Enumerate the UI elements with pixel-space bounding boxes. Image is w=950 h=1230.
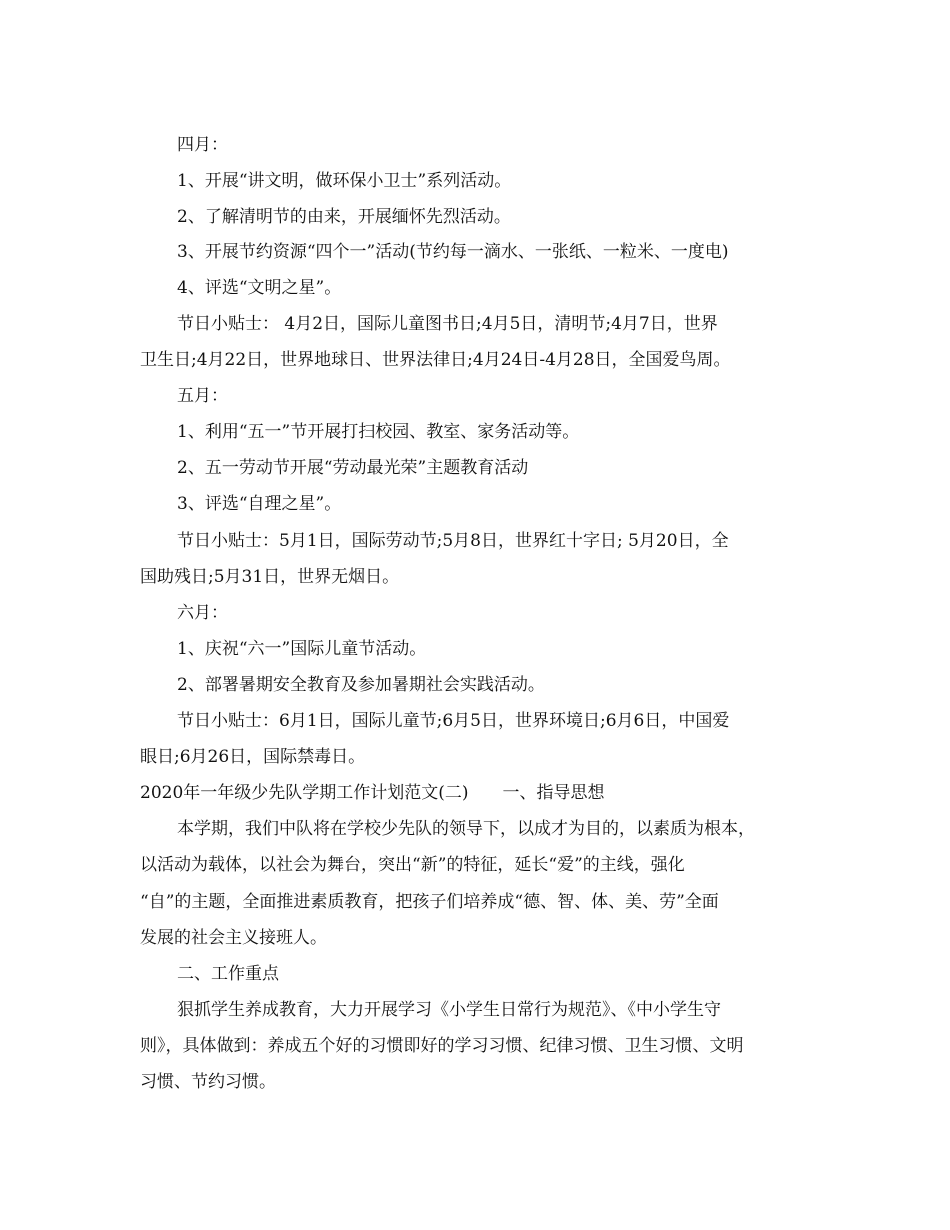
guideline-paragraph-line-2: 以活动为载体，以社会为舞台，突出“新”的特征，延长“爱”的主线，强化 xyxy=(140,855,685,875)
heading-june: 六月： xyxy=(177,603,228,623)
focus-paragraph-line-3: 习惯、节约习惯。 xyxy=(140,1072,276,1092)
april-tips-line-1: 节日小贴士： 4月2日，国际儿童图书日;4月5日，清明节;4月7日，世界 xyxy=(177,314,718,334)
focus-paragraph-line-1: 狠抓学生养成教育，大力开展学习《小学生日常行为规范》、《中小学生守 xyxy=(177,1000,721,1020)
april-item-2: 2、了解清明节的由来，开展缅怀先烈活动。 xyxy=(177,207,511,227)
may-tips-line-2: 国助残日;5月31日，世界无烟日。 xyxy=(140,567,400,587)
section-title: 2020年一年级少先队学期工作计划范文(二) 一、指导思想 xyxy=(140,783,605,803)
may-item-1: 1、利用“五一”节开展打扫校园、教室、家务活动等。 xyxy=(177,422,580,442)
june-item-2: 2、部署暑期安全教育及参加暑期社会实践活动。 xyxy=(177,675,545,695)
june-tips-line-1: 节日小贴士：6月1日，国际儿童节;6月5日，世界环境日;6月6日，中国爱 xyxy=(177,711,730,731)
june-tips-line-2: 眼日;6月26日，国际禁毒日。 xyxy=(140,747,366,767)
april-item-1: 1、开展“讲文明，做环保小卫士”系列活动。 xyxy=(177,171,512,191)
june-item-1: 1、庆祝“六一”国际儿童节活动。 xyxy=(177,639,427,659)
april-item-4: 4、评选“文明之星”。 xyxy=(177,278,342,298)
may-item-2: 2、五一劳动节开展“劳动最光荣”主题教育活动 xyxy=(177,458,529,478)
focus-paragraph-line-2: 则》，具体做到：养成五个好的习惯即好的学习习惯、纪律习惯、卫生习惯、文明 xyxy=(140,1036,744,1056)
heading-april: 四月： xyxy=(177,135,228,155)
april-item-3: 3、开展节约资源“四个一”活动(节约每一滴水、一张纸、一粒米、一度电) xyxy=(177,242,729,262)
heading-work-focus: 二、工作重点 xyxy=(177,964,279,984)
heading-may: 五月： xyxy=(177,386,228,406)
guideline-paragraph-line-4: 发展的社会主义接班人。 xyxy=(140,928,327,948)
guideline-paragraph-line-3: “自”的主题，全面推进素质教育，把孩子们培养成“德、智、体、美、劳”全面 xyxy=(140,892,719,912)
guideline-paragraph-line-1: 本学期，我们中队将在学校少先队的领导下，以成才为目的，以素质为根本， xyxy=(177,819,755,839)
may-item-3: 3、评选“自理之星”。 xyxy=(177,494,342,514)
april-tips-line-2: 卫生日;4月22日，世界地球日、世界法律日;4月24日-4月28日，全国爱鸟周。 xyxy=(140,350,731,370)
may-tips-line-1: 节日小贴士：5月1日，国际劳动节;5月8日，世界红十字日; 5月20日，全 xyxy=(177,531,729,551)
